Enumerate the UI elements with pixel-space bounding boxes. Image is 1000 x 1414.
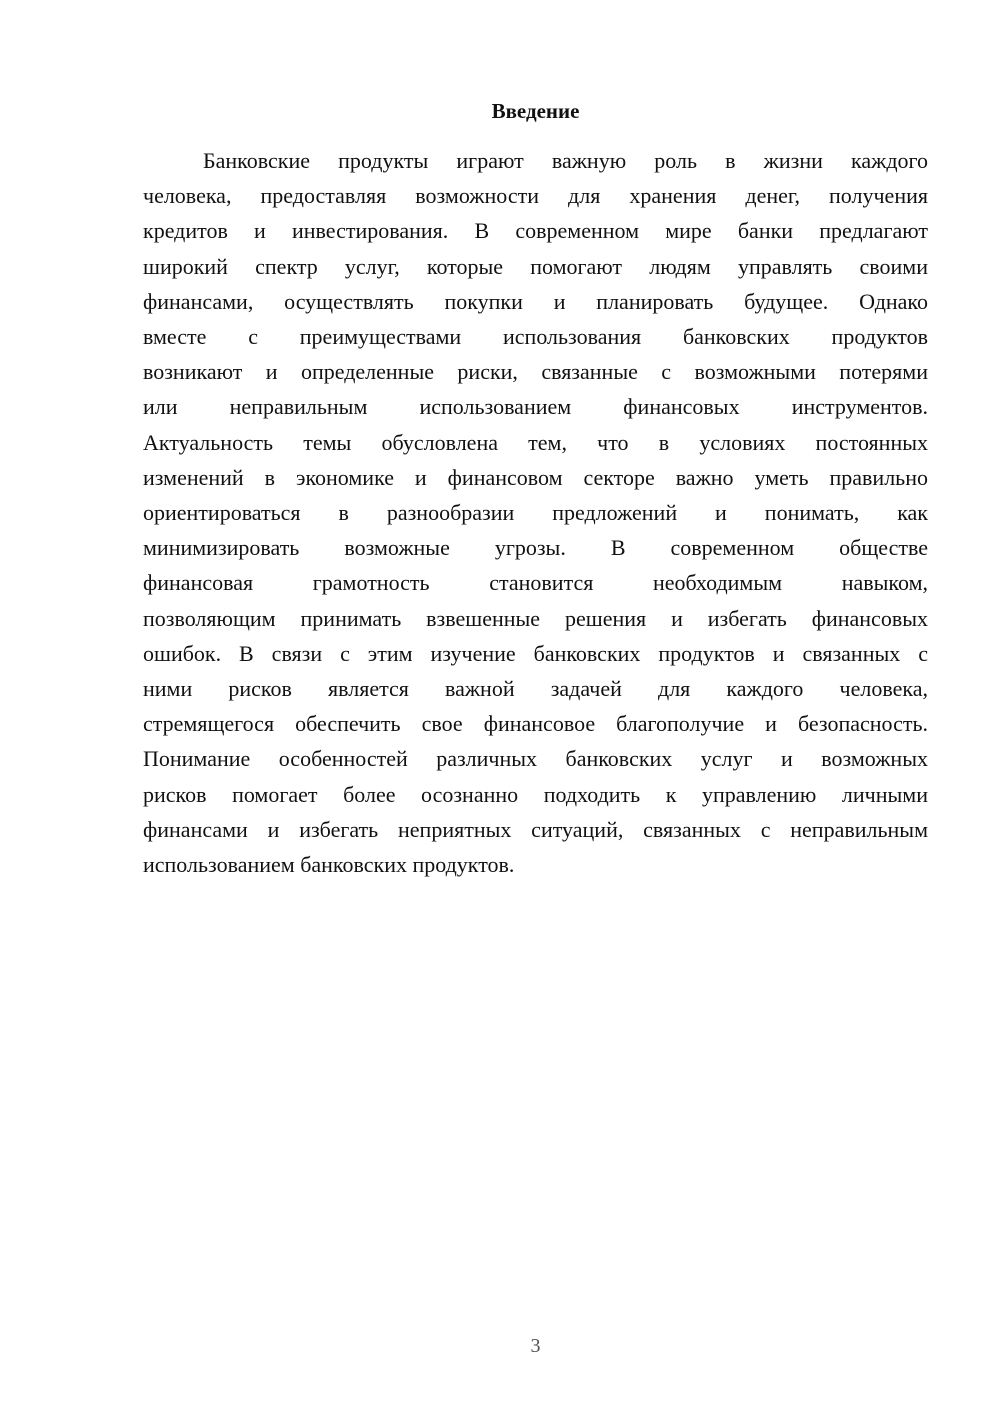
paragraph-line: Понимание особенностей различных банковских услуг и возможных: [143, 746, 928, 772]
paragraph-line: ошибок. В связи с этим изучение банковских продуктов и связанных с: [143, 640, 928, 666]
paragraph-line: широкий спектр услуг, которые помогают людям управлять своими: [143, 253, 928, 279]
paragraph-line: финансами, осуществлять покупки и планировать будущее. Однако: [143, 288, 928, 314]
paragraph-line: или неправильным использованием финансовых инструментов.: [143, 394, 928, 420]
paragraph-line: финансовая грамотность становится необходимым навыком,: [143, 570, 928, 596]
paragraph-line: позволяющим принимать взвешенные решения и избегать финансовых: [143, 605, 928, 631]
paragraph-line: изменений в экономике и финансовом секторе важно уметь правильно: [143, 464, 928, 490]
page-title: Введение: [491, 99, 580, 123]
paragraph-line: стремящегося обеспечить свое финансовое благополучие и безопасность.: [143, 711, 928, 737]
paragraph-line: человека, предоставляя возможности для хранения денег, получения: [143, 183, 928, 209]
paragraph-line: минимизировать возможные угрозы. В современном обществе: [143, 535, 928, 561]
paragraph-line: ориентироваться в разнообразии предложений и понимать, как: [143, 500, 928, 526]
paragraph-line: финансами и избегать неприятных ситуаций, связанных с неправильным: [143, 816, 928, 842]
paragraph-line: кредитов и инвестирования. В современном мире банки предлагают: [143, 218, 928, 244]
paragraph-line: возникают и определенные риски, связанные с возможными потерями: [143, 359, 928, 385]
intro-paragraph: [143, 143, 928, 882]
paragraph-line: Банковские продукты играют важную роль в жизни каждого: [203, 148, 928, 173]
paragraph-line: вместе с преимуществами использования банковских продуктов: [143, 324, 928, 350]
paragraph-line: Актуальность темы обусловлена тем, что в условиях постоянных: [143, 429, 928, 455]
paragraph-line: рисков помогает более осознанно подходить к управлению личными: [143, 781, 928, 807]
paragraph-line: использованием банковских продуктов.: [143, 852, 515, 878]
paragraph-line: ними рисков является важной задачей для каждого человека,: [143, 676, 928, 702]
page-number: 3: [530, 1335, 541, 1357]
